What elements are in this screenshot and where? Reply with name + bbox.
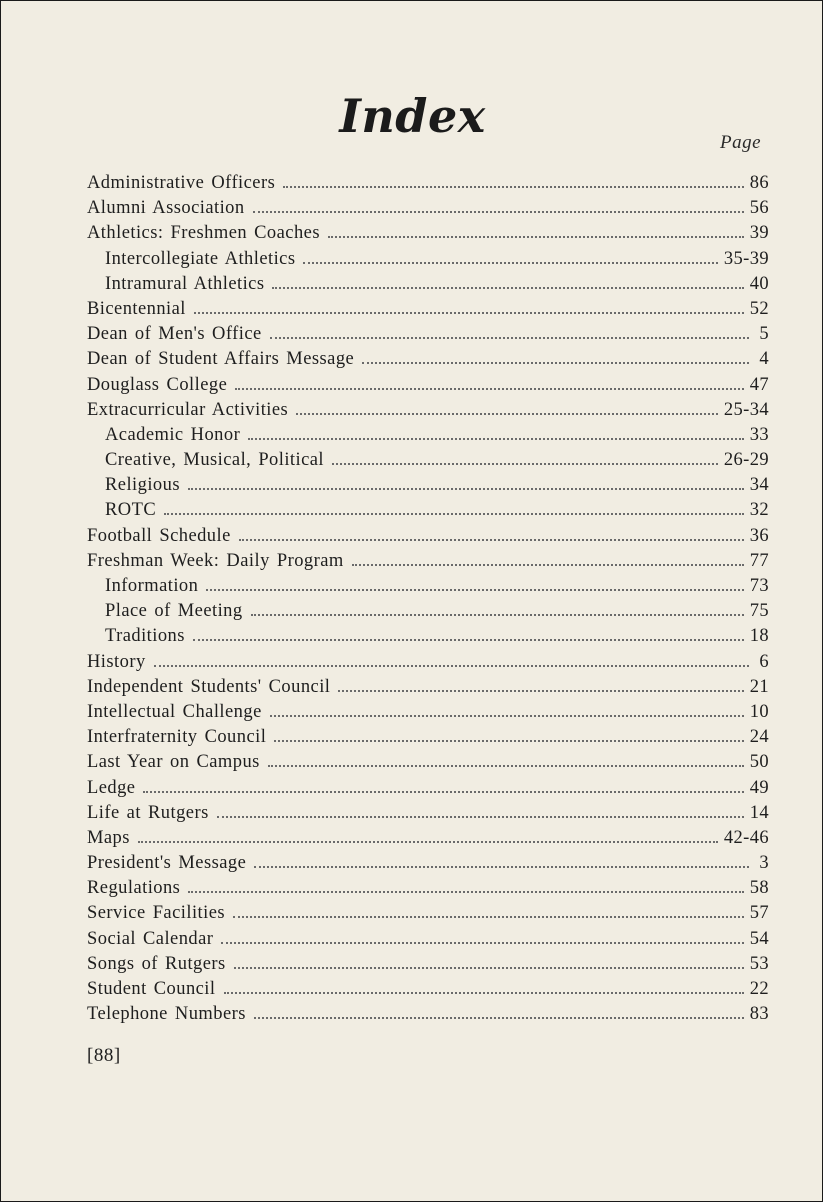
entry-page-number: 25-34 — [723, 399, 769, 420]
index-subentry — [87, 574, 769, 599]
entry-label: Football Schedule — [87, 525, 231, 546]
entry-page-number: 50 — [749, 752, 769, 773]
dot-leader — [188, 890, 743, 893]
index-entry — [87, 373, 769, 398]
entry-page-number: 24 — [749, 727, 769, 748]
dot-leader — [217, 815, 744, 818]
index-subentry — [87, 498, 769, 523]
dot-leader — [224, 991, 744, 994]
dot-leader — [235, 387, 743, 390]
index-entry — [87, 776, 769, 801]
index-subentry — [87, 473, 769, 498]
index-entry — [87, 196, 769, 221]
index-entry — [87, 171, 769, 196]
entry-page-number: 86 — [749, 173, 769, 193]
entry-label: Social Calendar — [87, 928, 214, 949]
dot-leader — [154, 664, 749, 667]
index-subentry — [87, 423, 769, 448]
index-subentry — [87, 272, 769, 297]
index-entry — [87, 398, 769, 423]
index-entry — [87, 927, 769, 952]
index-entry — [87, 1002, 769, 1027]
dot-leader — [251, 613, 744, 616]
entry-page-number: 56 — [749, 198, 769, 219]
dot-leader — [193, 638, 744, 641]
entry-page-number: 83 — [749, 1004, 769, 1025]
entry-label: ROTC — [105, 500, 157, 521]
index-entry — [87, 750, 769, 775]
entry-page-number: 21 — [749, 676, 769, 697]
entry-page-number: 5 — [759, 324, 769, 345]
dot-leader — [332, 462, 718, 465]
dot-leader — [239, 538, 744, 541]
entry-label: History — [87, 651, 146, 672]
index-entry — [87, 725, 769, 750]
entry-label: Traditions — [105, 626, 185, 647]
index-entry — [87, 851, 769, 876]
dot-leader — [338, 689, 743, 692]
entry-label: Maps — [87, 827, 130, 848]
page-column-label: Page — [720, 132, 762, 153]
dot-leader — [328, 235, 744, 238]
index-entry — [87, 901, 769, 926]
entry-page-number: 40 — [749, 273, 769, 294]
index-entry — [87, 221, 769, 246]
entry-page-number: 36 — [749, 525, 769, 546]
dot-leader — [253, 210, 744, 213]
entry-page-number: 57 — [749, 903, 769, 924]
entry-page-number: 10 — [749, 701, 769, 722]
dot-leader — [188, 487, 744, 490]
index-subentry — [87, 599, 769, 624]
index-entry — [87, 876, 769, 901]
dot-leader — [234, 966, 744, 969]
entry-label: Dean of Men's Office — [87, 324, 262, 345]
entry-page-number: 42-46 — [723, 827, 769, 848]
dot-leader — [274, 739, 743, 742]
entry-page-number: 47 — [749, 374, 769, 395]
entry-label: Intercollegiate Athletics — [105, 248, 296, 269]
entry-label: Student Council — [87, 979, 216, 999]
entry-page-number: 26-29 — [723, 450, 769, 471]
entry-page-number: 3 — [759, 853, 769, 874]
entry-page-number: 73 — [749, 576, 769, 596]
index-subentry — [87, 624, 769, 649]
entry-label: President's Message — [87, 853, 247, 874]
dot-leader — [254, 865, 749, 868]
dot-leader — [233, 915, 744, 918]
entry-label: Extracurricular Activities — [87, 399, 289, 420]
dot-leader — [164, 512, 744, 515]
entry-page-number: 39 — [749, 223, 769, 244]
entry-label: Douglass College — [87, 374, 228, 395]
dot-leader — [138, 840, 718, 843]
entry-page-number: 33 — [749, 424, 769, 445]
dot-leader — [270, 714, 744, 717]
entry-label: Ledge — [87, 777, 136, 798]
entry-page-number: 35-39 — [723, 248, 769, 269]
page-number: [88] — [87, 1045, 121, 1066]
index-entry — [87, 977, 769, 1002]
dot-leader — [221, 941, 743, 944]
dot-leader — [303, 261, 717, 264]
index-entry — [87, 297, 769, 322]
dot-leader — [270, 336, 749, 339]
entry-page-number: 32 — [749, 500, 769, 521]
dot-leader — [283, 185, 743, 188]
entry-page-number: 52 — [749, 298, 769, 319]
entry-page-number: 14 — [749, 802, 769, 823]
dot-leader — [206, 588, 743, 591]
entry-page-number: 58 — [749, 878, 769, 899]
index-subentry — [87, 247, 769, 272]
entry-label: Creative, Musical, Political — [105, 450, 325, 471]
entry-label: Intramural Athletics — [105, 273, 265, 294]
index-entry — [87, 826, 769, 851]
entry-page-number: 53 — [749, 953, 769, 974]
entry-label: Information — [105, 576, 199, 596]
index-entry — [87, 700, 769, 725]
entry-page-number: 18 — [749, 626, 769, 647]
dot-leader — [272, 286, 743, 289]
index-entry — [87, 801, 769, 826]
page-title: Index — [339, 89, 486, 143]
index-entry — [87, 675, 769, 700]
index-entry — [87, 524, 769, 549]
entry-label: Last Year on Campus — [87, 752, 260, 773]
entry-page-number: 77 — [749, 550, 769, 571]
entry-label: Dean of Student Affairs Message — [87, 349, 355, 370]
dot-leader — [362, 361, 749, 364]
entry-label: Place of Meeting — [105, 601, 243, 622]
entry-label: Administrative Officers — [87, 173, 276, 193]
entry-label: Interfraternity Council — [87, 727, 267, 748]
entry-label: Freshman Week: Daily Program — [87, 550, 344, 571]
index-subentry — [87, 448, 769, 473]
dot-leader — [194, 311, 744, 314]
index-list — [87, 171, 769, 1027]
dot-leader — [248, 437, 744, 440]
dot-leader — [254, 1016, 744, 1019]
index-entry — [87, 549, 769, 574]
entry-page-number: 34 — [749, 475, 769, 496]
index-entry — [87, 322, 769, 347]
entry-label: Regulations — [87, 878, 181, 899]
entry-page-number: 54 — [749, 928, 769, 949]
entry-page-number: 22 — [749, 979, 769, 999]
entry-label: Independent Students' Council — [87, 676, 331, 697]
entry-label: Telephone Numbers — [87, 1004, 246, 1025]
entry-label: Service Facilities — [87, 903, 226, 924]
index-entry — [87, 347, 769, 372]
dot-leader — [143, 790, 743, 793]
entry-page-number: 6 — [759, 651, 769, 672]
entry-page-number: 4 — [759, 349, 769, 370]
dot-leader — [296, 412, 718, 415]
dot-leader — [352, 563, 744, 566]
entry-label: Athletics: Freshmen Coaches — [87, 223, 320, 244]
entry-label: Religious — [105, 475, 180, 496]
dot-leader — [268, 764, 744, 767]
entry-label: Songs of Rutgers — [87, 953, 226, 974]
entry-page-number: 75 — [749, 601, 769, 622]
index-entry — [87, 650, 769, 675]
entry-page-number: 49 — [749, 777, 769, 798]
index-entry — [87, 952, 769, 977]
entry-label: Bicentennial — [87, 298, 186, 319]
entry-label: Alumni Association — [87, 198, 245, 219]
entry-label: Intellectual Challenge — [87, 701, 262, 722]
entry-label: Life at Rutgers — [87, 802, 209, 823]
entry-label: Academic Honor — [105, 424, 241, 445]
